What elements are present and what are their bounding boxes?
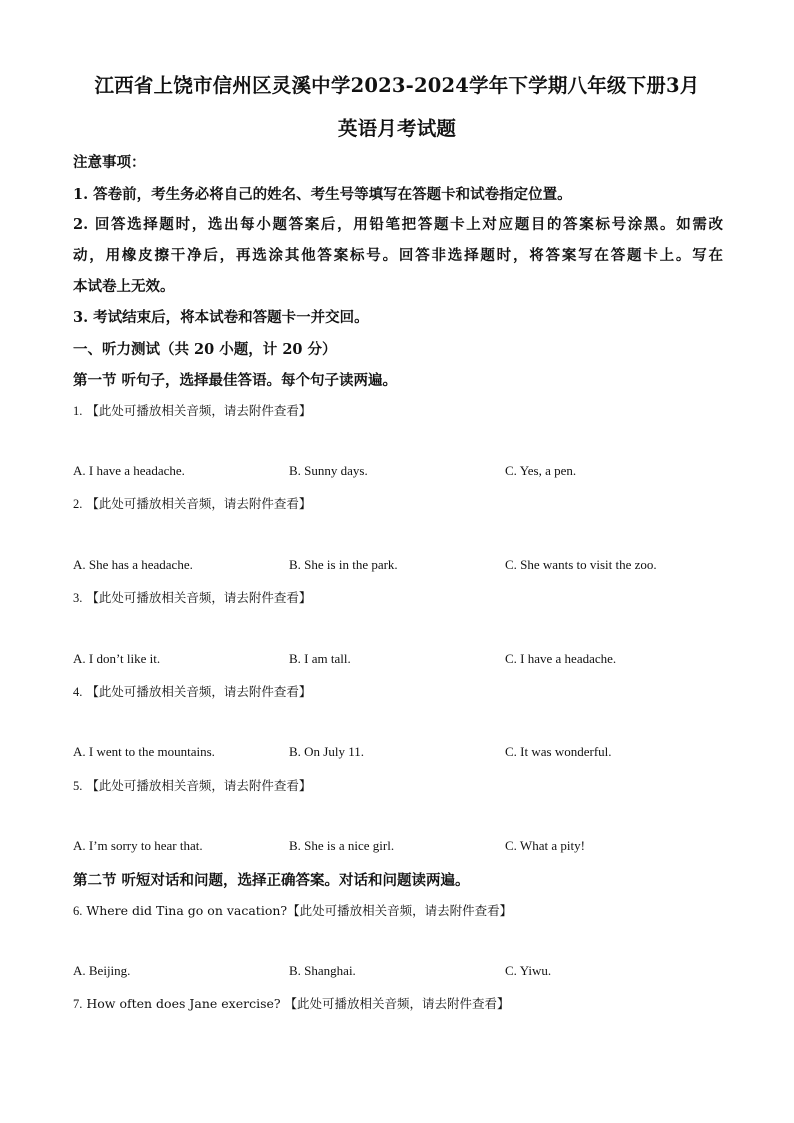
q4-option-b: B. On July 11.: [289, 744, 364, 759]
notice-item-2-line2: 动，用橡皮擦干净后，再选涂其他答案标号。回答非选择题时，将答案写在答题卡上。写在: [73, 247, 723, 264]
q6-option-c: C. Yiwu.: [505, 963, 552, 978]
question-1: [73, 401, 311, 419]
q3-option-b: B. I am tall.: [289, 651, 351, 666]
question-number: 5.: [73, 779, 83, 793]
q3-option-c: C. I have a headache.: [505, 651, 617, 666]
q1-option-a: A. I have a headache.: [73, 463, 185, 478]
section1-heading: 第一节 听句子，选择最佳答语。每个句子读两遍。: [73, 372, 398, 389]
q5-option-c: C. What a pity!: [505, 838, 585, 853]
notice-item-2-line1: 2. 回答选择题时，选出每小题答案后，用铅笔把答题卡上对应题目的答案标号涂黑。如需改: [73, 216, 723, 233]
part1-heading: 一、听力测试（共 20 小题，计 20 分）: [73, 341, 337, 358]
q5-option-a: A. I’m sorry to hear that.: [73, 838, 203, 853]
exam-title-line2: 英语月考试题: [337, 117, 457, 140]
q3-option-a: A. I don’t like it.: [73, 651, 161, 666]
question-7: [73, 994, 510, 1012]
question-text: Where did Tina go on vacation?【此处可播放相关音频，请去附件查看】: [86, 903, 513, 918]
q2-option-b: B. She is in the park.: [289, 557, 398, 572]
q5-option-b: B. She is a nice girl.: [289, 838, 395, 853]
question-5: [73, 776, 311, 794]
exam-title-line1: 江西省上饶市信州区灵溪中学2023-2024学年下学期八年级下册3月: [94, 74, 700, 97]
question-6: [73, 901, 512, 919]
question-text: 【此处可播放相关音频，请去附件查看】: [86, 403, 312, 418]
question-4: [73, 682, 311, 700]
question-number: 3.: [73, 591, 83, 605]
q4-option-a: A. I went to the mountains.: [73, 744, 215, 759]
question-number: 4.: [73, 685, 83, 699]
question-text: How often does Jane exercise? 【此处可播放相关音频，请去附件查看】: [86, 996, 510, 1011]
question-number: 6.: [73, 904, 83, 918]
section2-heading: 第二节 听短对话和问题，选择正确答案。对话和问题读两遍。: [73, 872, 470, 889]
question-number: 1.: [73, 404, 83, 418]
q1-option-b: B. Sunny days.: [289, 463, 368, 478]
q6-option-b: B. Shanghai.: [289, 963, 356, 978]
notice-item-2-line3: 本试卷上无效。: [73, 278, 175, 295]
q6-option-a: A. Beijing.: [73, 963, 131, 978]
q1-option-c: C. Yes, a pen.: [505, 463, 577, 478]
q2-option-c: C. She wants to visit the zoo.: [505, 557, 657, 572]
q4-option-c: C. It was wonderful.: [505, 744, 612, 759]
notice-heading: 注意事项：: [73, 154, 146, 171]
notice-item-1: 1. 答卷前，考生务必将自己的姓名、考生号等填写在答题卡和试卷指定位置。: [73, 186, 572, 203]
question-number: 2.: [73, 497, 83, 511]
question-text: 【此处可播放相关音频，请去附件查看】: [86, 590, 312, 605]
q2-option-a: A. She has a headache.: [73, 557, 193, 572]
question-text: 【此处可播放相关音频，请去附件查看】: [86, 496, 312, 511]
question-text: 【此处可播放相关音频，请去附件查看】: [86, 684, 312, 699]
question-number: 7.: [73, 997, 83, 1011]
question-3: [73, 588, 311, 606]
notice-item-3: 3. 考试结束后，将本试卷和答题卡一并交回。: [73, 309, 369, 326]
question-text: 【此处可播放相关音频，请去附件查看】: [86, 778, 312, 793]
question-2: [73, 494, 311, 512]
